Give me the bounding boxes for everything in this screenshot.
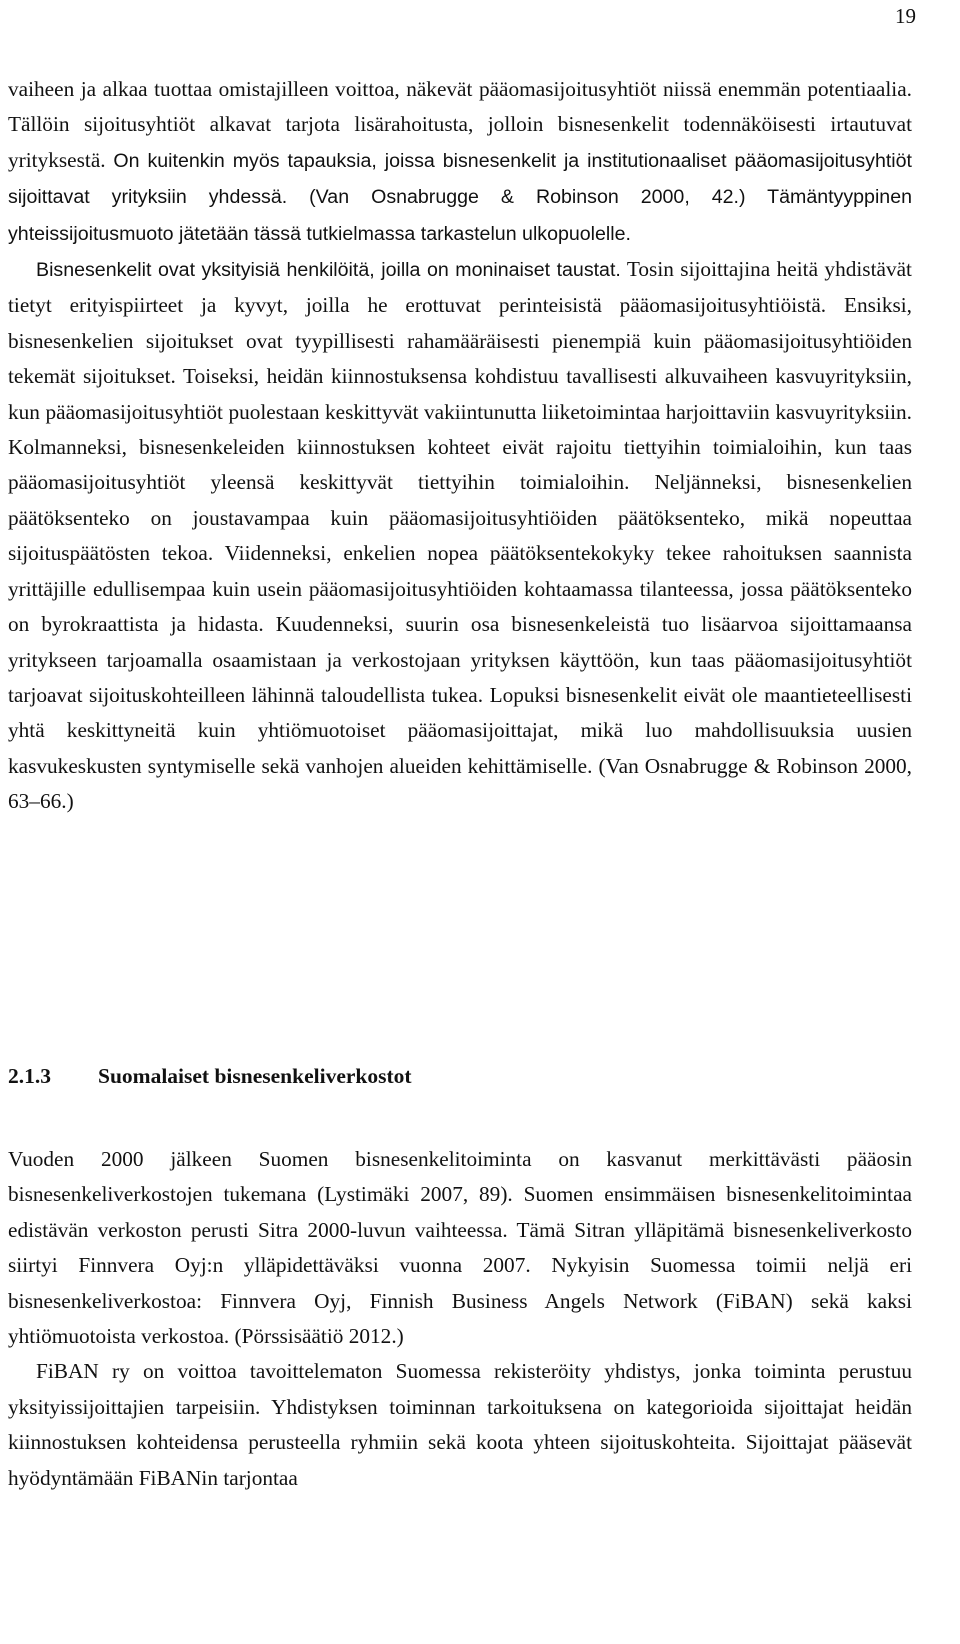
paragraph-2-serif-text: Tosin sijoittajina heitä yhdistävät tietyt erityispiirteet ja kyvyt, joilla he erottuvat perinteisistä pääomasijoitusyhtiöistä. Ensiksi, bisnesenkelien sijoitukset ovat tyypillisesti rahamääräisesti pienempiä kuin pääomasijoitusyhtiöiden tekemät sijoitukset. Toiseksi, heidän kiinnostuksensa kohdistuu tavallisesti alkuvaiheen kasvuyrityksiin, kun pääomasijoitusyhtiöt puolestaan keskittyvät vakiintunutta liiketoimintaa harjoittaviin kasvuyrityksiin. Kolmanneksi, bisnesenkeleiden kiinnostuksen kohteet eivät rajoitu tiettyihin toimialoihin, kun taas pääomasijoitusyhtiöt yleensä keskittyvät tiettyihin toimialoihin. Neljänneksi, bisnesenkelien päätöksenteko on joustavampaa kuin pääomasijoitusyhtiöiden päätöksenteko, mikä nopeuttaa sijoituspäätösten tekoa. Viidenneksi, enkelien nopea päätöksentekokyky tekee rahoituksen saannista yrittäjille edullisempaa kuin usein pääomasijoitusyhtiöiden kohtaamassa tilanteessa, jossa päätöksenteko on byrokraattista ja hidasta. Kuudenneksi, suurin osa bisnesenkeleistä tuo lisäarvoa sijoittamaansa yritykseen tarjoamalla osaamistaan ja verkostojaan yrityksen käyttöön, kun taas pääomasijoitusyhtiöt tarjoavat sijoituskohteilleen lähinnä taloudellista tukea. Lopuksi bisnesenkelit eivät ole maantieteellisesti yhtä keskittyneitä kuin yhtiömuotoiset pääomasijoittajat, mikä luo mahdollisuuksia uusien kasvukeskusten syntymiselle sekä vanhojen alueiden kehittämiselle. (Van Osnabrugge & Robinson 2000, 63–66.) xyxy=(8,257,912,814)
body-text-section-2 xyxy=(8,1142,912,1496)
section-heading-title: Suomalaiset bisnesenkeliverkostot xyxy=(98,1064,412,1088)
paragraph-3: Vuoden 2000 jälkeen Suomen bisnesenkelitoiminta on kasvanut merkittävästi pääosin bisnesenkeliverkostojen tukemana (Lystimäki 2007, 89). Suomen ensimmäisen bisnesenkelitoimintaa edistävän verkoston perusti Sitra 2000-luvun vaihteessa. Tämä Sitran ylläpitämä bisnesenkeliverkosto siirtyi Finnvera Oyj:n ylläpidettäväksi vuonna 2007. Nykyisin Suomessa toimii neljä eri bisnesenkeliverkostoa: Finnvera Oyj, Finnish Business Angels Network (FiBAN) sekä kaksi yhtiömuotoista verkostoa. (Pörssisäätiö 2012.) xyxy=(8,1147,912,1349)
body-text-section-1 xyxy=(8,72,912,820)
page-number: 19 xyxy=(895,4,916,28)
paragraph-4: FiBAN ry on voittoa tavoittelematon Suomessa rekisteröity yhdistys, jonka toiminta perustuu yksityissijoittajien tarpeisiin. Yhdistyksen toiminnan tarkoituksena on kategorioida sijoittajat heidän kiinnostuksen kohteidensa perusteella ryhmiin sekä koota yhteen sijoituskohteita. Sijoittajat pääsevät hyödyntämään FiBANin tarjontaa xyxy=(8,1359,912,1490)
paragraph-1-sans-text: On kuitenkin myös tapauksia, joissa bisnesenkelit ja institutionaaliset pääomasijoitusyhtiöt sijoittavat yrityksiin yhdessä. (Van Osnabrugge & Robinson 2000, 42.) Tämäntyyppinen yhteissijoitusmuoto jätetään tässä tutkielmassa tarkastelun ulkopuolelle. xyxy=(8,149,912,245)
section-heading xyxy=(8,1064,912,1089)
paragraph-1-serif-text: vaiheen ja alkaa tuottaa omistajilleen voittoa, näkevät pääomasijoitusyhtiöt niissä enemmän potentiaalia. Tällöin sijoitusyhtiöt alkavat tarjota lisärahoitusta, jolloin bisnesenkelit todennäköisesti irtautuvat yrityksestä. xyxy=(8,77,912,172)
paragraph-1 xyxy=(8,72,912,252)
paragraph-2-sans-text: Bisnesenkelit ovat yksityisiä henkilöitä, joilla on moninaiset taustat. xyxy=(36,259,621,282)
paragraph-2 xyxy=(8,252,912,820)
section-heading-number: 2.1.3 xyxy=(8,1064,51,1088)
